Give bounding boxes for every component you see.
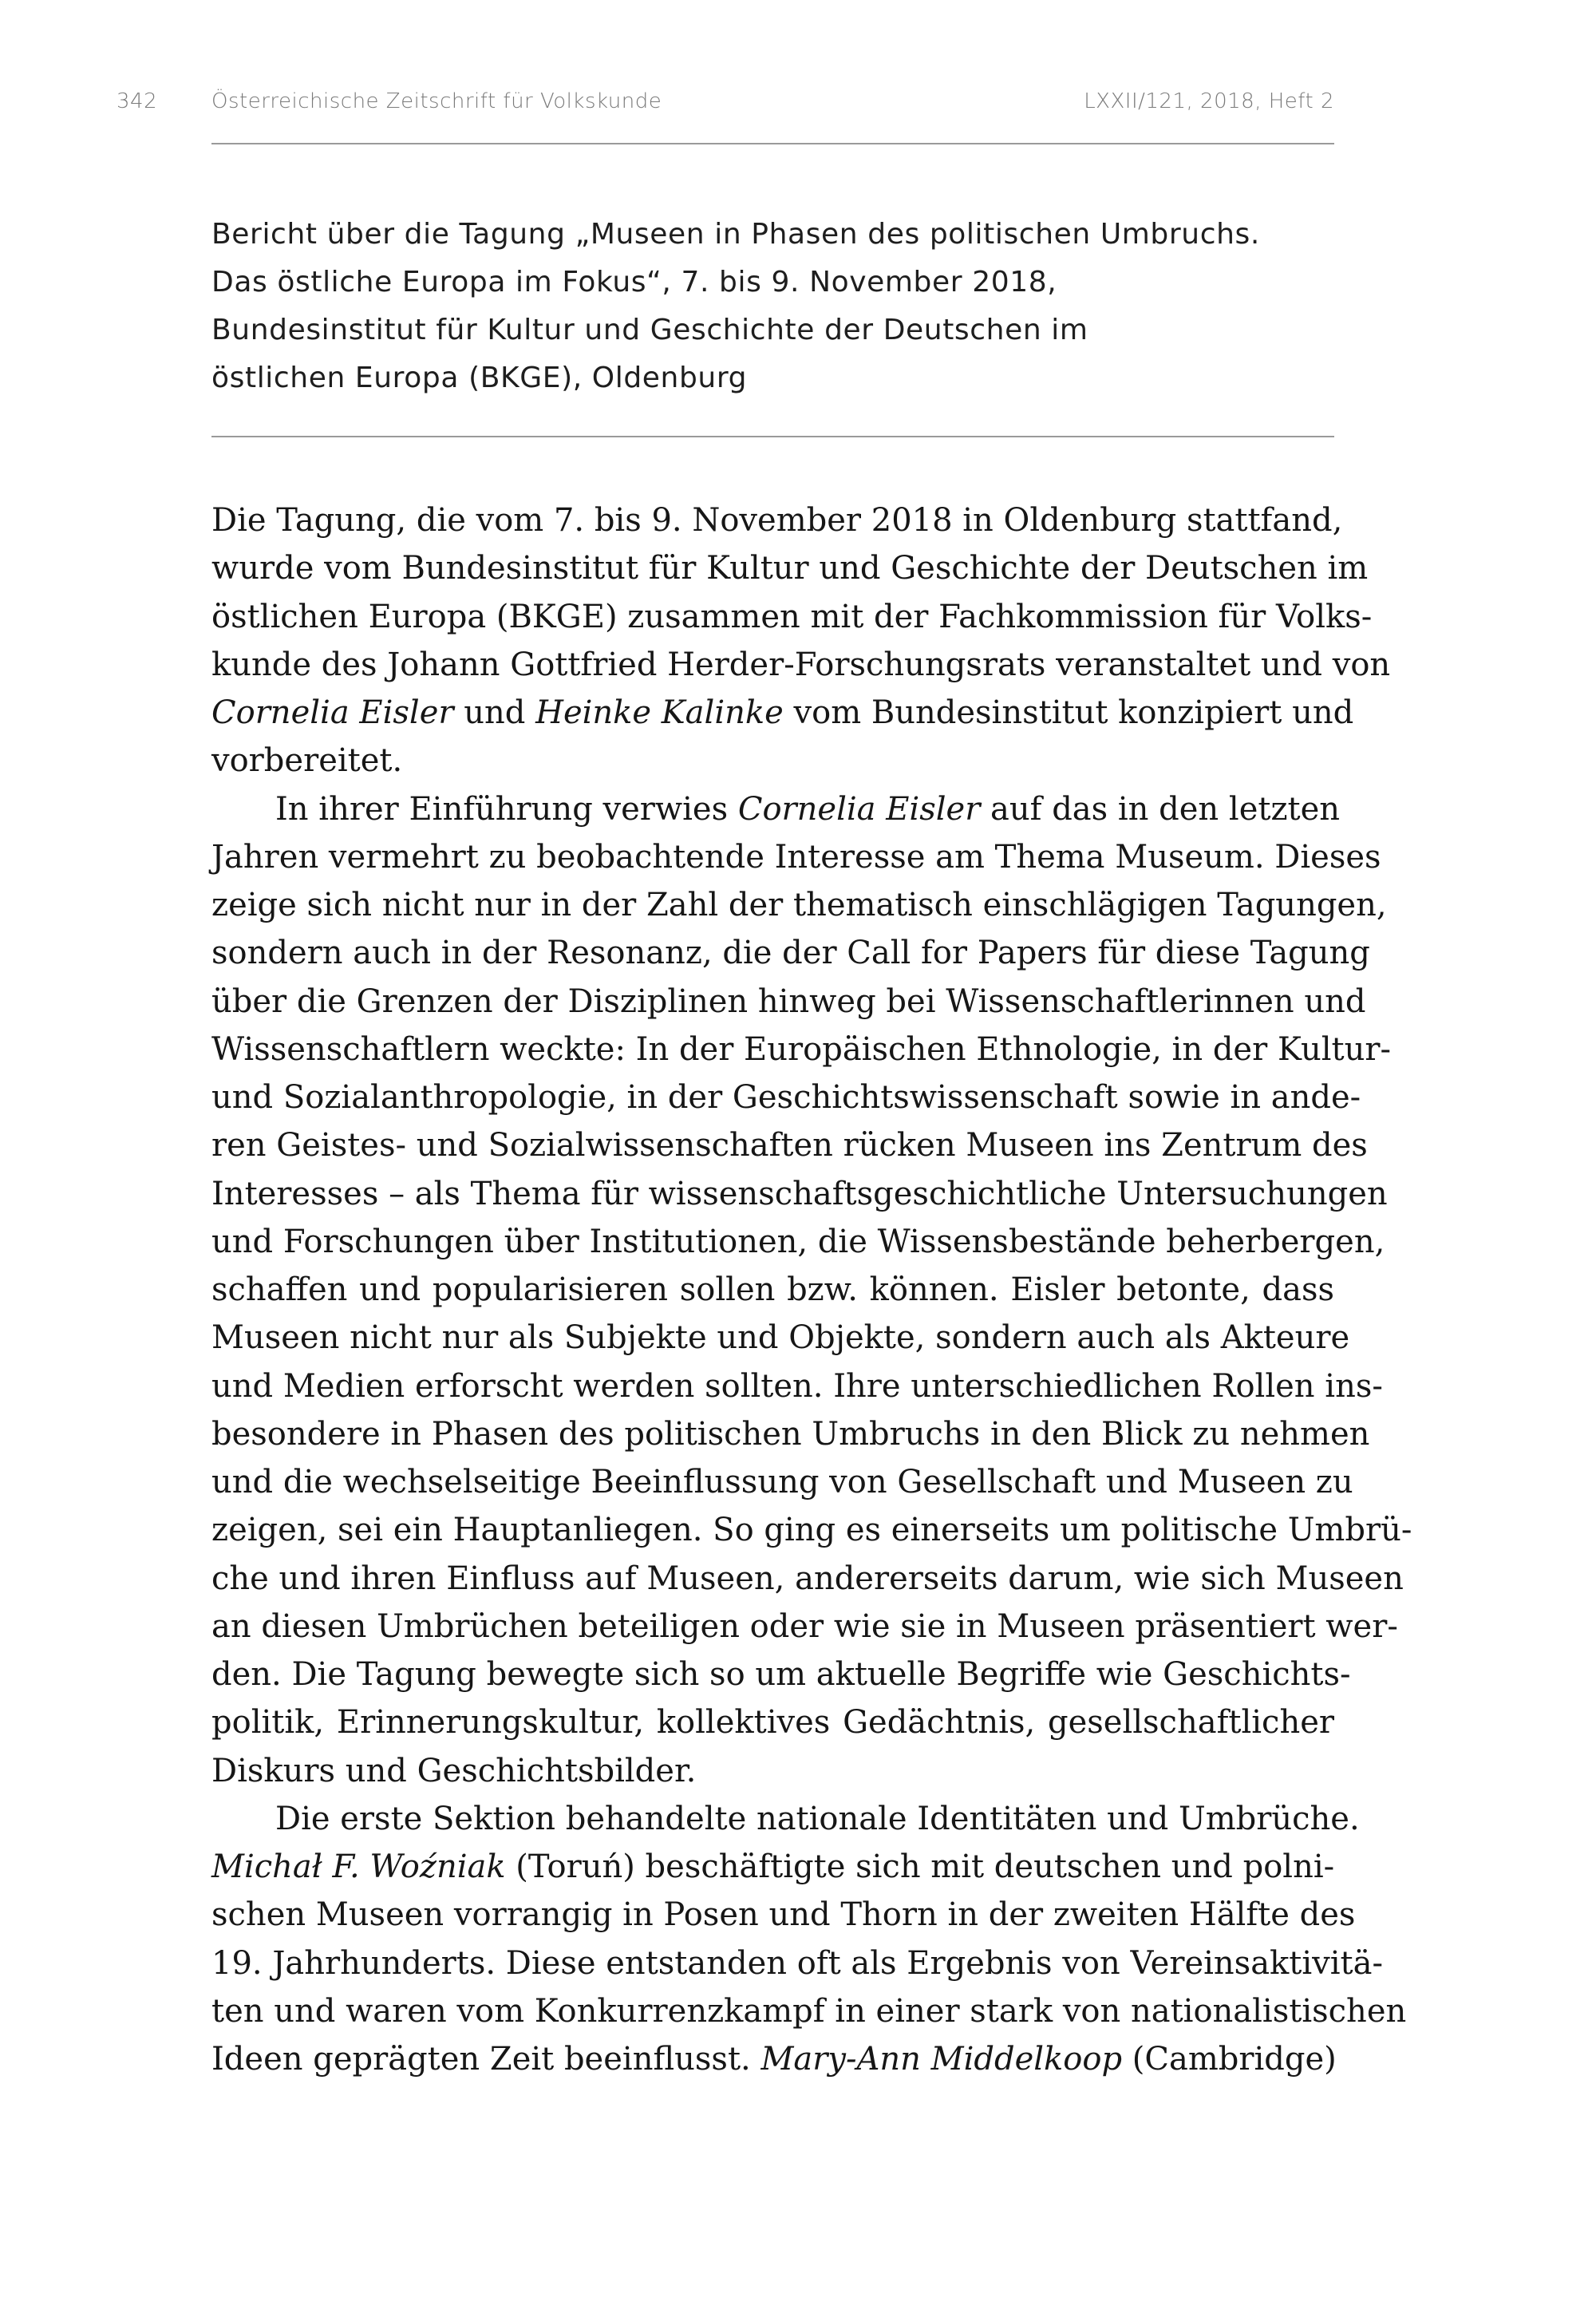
text-line — [211, 1458, 1353, 1506]
text-line — [211, 1891, 1356, 1939]
text-line — [211, 1603, 1398, 1651]
text-run: 19. Jahrhunderts. Diese entstanden oft als Ergebnis von Vereinsaktivitä- — [211, 1944, 1383, 1982]
title-divider — [211, 436, 1334, 437]
person-name: Cornelia Eisler — [737, 790, 981, 828]
text-line — [211, 593, 1373, 641]
text-line — [211, 1939, 1383, 1987]
text-run: Ideen geprägten Zeit beeinflusst. — [211, 2041, 761, 2078]
text-line — [211, 1170, 1388, 1218]
text-run: kunde des Johann Gottfried Herder-Forschungsrats veranstaltet und von — [211, 646, 1391, 683]
person-name: Michał F. Woźniak — [211, 1848, 506, 1885]
page-number: 342 — [117, 89, 158, 113]
text-run: politik, Erinnerungskultur, kollektives Gedächtnis, gesellschaftlicher — [211, 1704, 1334, 1742]
text-run: und Sozialanthropologie, in der Geschichtswissenschaft sowie in ande- — [211, 1079, 1361, 1116]
text-run: ren Geistes- und Sozialwissenschaften rücken Museen ins Zentrum des — [211, 1127, 1368, 1164]
text-line — [211, 1843, 1334, 1891]
person-name: Cornelia Eisler — [211, 694, 454, 731]
text-line — [211, 2035, 1337, 2083]
text-run: ten und waren vom Konkurrenzkampf in einer stark von nationalistischen — [211, 1992, 1407, 2030]
text-line — [211, 929, 1370, 977]
text-line — [211, 1026, 1391, 1073]
text-run: östlichen Europa (BKGE) zusammen mit der Fachkommission für Volks- — [211, 598, 1373, 635]
paragraph — [211, 785, 1412, 1795]
paragraph — [211, 1795, 1407, 2084]
text-run: vorbereitet. — [211, 742, 403, 780]
text-line — [211, 1266, 1334, 1314]
text-run: Jahren vermehrt zu beobachtende Interesse am Thema Museum. Dieses — [211, 838, 1381, 876]
text-line — [211, 1987, 1407, 2035]
issue-info: LXXII/121, 2018, Heft 2 — [1084, 89, 1334, 113]
text-run: Die Tagung, die vom 7. bis 9. November 2018 in Oldenburg stattfand, — [211, 502, 1343, 539]
paragraph — [211, 496, 1391, 785]
journal-title: Österreichische Zeitschrift für Volkskunde — [211, 89, 662, 113]
text-line — [211, 833, 1381, 881]
text-line — [211, 544, 1369, 592]
text-line — [211, 1795, 1360, 1843]
text-run: che und ihren Einfluss auf Museen, andererseits darum, wie sich Museen — [211, 1560, 1404, 1597]
text-run: Die erste Sektion behandelte nationale Identitäten und Umbrüche. — [275, 1800, 1360, 1837]
person-name: Heinke Kalinke — [535, 694, 784, 731]
text-run: und Medien erforscht werden sollten. Ihre unterschiedlichen Rollen ins- — [211, 1367, 1383, 1405]
text-line — [211, 1314, 1350, 1362]
title-line: Das östliche Europa im Fokus“, 7. bis 9. November 2018, — [211, 266, 1057, 299]
text-run: und — [453, 694, 536, 731]
text-line — [211, 689, 1354, 737]
text-run: Wissenschaftlern weckte: In der Europäischen Ethnologie, in der Kultur- — [211, 1030, 1391, 1068]
header-divider — [211, 143, 1334, 144]
text-line — [211, 1651, 1351, 1698]
text-run: Museen nicht nur als Subjekte und Objekte, sondern auch als Akteure — [211, 1319, 1350, 1357]
text-line — [211, 785, 1341, 833]
text-line — [211, 1747, 1334, 1795]
text-run: vom Bundesinstitut konzipiert und — [783, 694, 1354, 731]
text-line — [211, 1362, 1383, 1410]
person-name: Mary-Ann Middelkoop — [760, 2041, 1123, 2078]
text-line — [211, 737, 1334, 785]
text-run: über die Grenzen der Disziplinen hinweg bei Wissenschaftlerinnen und — [211, 983, 1366, 1020]
running-header — [0, 89, 1596, 121]
text-run: und Forschungen über Institutionen, die Wissensbestände beherbergen, — [211, 1223, 1385, 1260]
text-line — [211, 1073, 1361, 1121]
text-run: sondern auch in der Resonanz, die der Call for Papers für diese Tagung — [211, 935, 1370, 972]
title-line: Bundesinstitut für Kultur und Geschichte der Deutschen im — [211, 314, 1088, 346]
text-line — [211, 1555, 1404, 1603]
text-line — [211, 496, 1343, 544]
text-line — [211, 1218, 1385, 1266]
text-run: zeige sich nicht nur in der Zahl der thematisch einschlägigen Tagungen, — [211, 887, 1387, 923]
text-run: wurde vom Bundesinstitut für Kultur und Geschichte der Deutschen im — [211, 550, 1369, 587]
text-line — [211, 1410, 1370, 1458]
text-run: an diesen Umbrüchen beteiligen oder wie sie in Museen präsentiert wer- — [211, 1607, 1398, 1645]
title-line: östlichen Europa (BKGE), Oldenburg — [211, 362, 748, 394]
text-run: schen Museen vorrangig in Posen und Thorn in der zweiten Hälfte des — [211, 1896, 1356, 1934]
text-run: (Toruń) beschäftigte sich mit deutschen und polni- — [505, 1848, 1335, 1885]
text-line — [211, 641, 1391, 689]
text-run: In ihrer Einführung verwies — [275, 790, 738, 828]
title-line: Bericht über die Tagung „Museen in Phasen des politischen Umbruchs. — [211, 218, 1260, 251]
text-line — [211, 1506, 1412, 1554]
text-run: und die wechselseitige Beeinflussung von Gesellschaft und Museen zu — [211, 1464, 1353, 1500]
text-line — [211, 978, 1366, 1026]
text-run: (Cambridge) — [1122, 2041, 1337, 2078]
article-body — [211, 496, 1412, 2083]
text-run: schaffen und popularisieren sollen bzw. können. Eisler betonte, dass — [211, 1271, 1334, 1308]
article-title — [211, 211, 1334, 402]
text-line — [211, 881, 1387, 929]
text-run: den. Die Tagung bewegte sich so um aktuelle Begriffe wie Geschichts- — [211, 1656, 1351, 1693]
text-run: zeigen, sei ein Hauptanliegen. So ging es einerseits um politische Umbrü- — [211, 1512, 1412, 1549]
text-line — [211, 1698, 1334, 1746]
text-run: auf das in den letzten — [980, 790, 1341, 828]
text-line — [211, 1121, 1368, 1169]
text-run: Diskurs und Geschichtsbilder. — [211, 1752, 697, 1789]
text-run: besondere in Phasen des politischen Umbruchs in den Blick zu nehmen — [211, 1415, 1370, 1453]
text-run: Interesses – als Thema für wissenschaftsgeschichtliche Untersuchungen — [211, 1175, 1388, 1212]
